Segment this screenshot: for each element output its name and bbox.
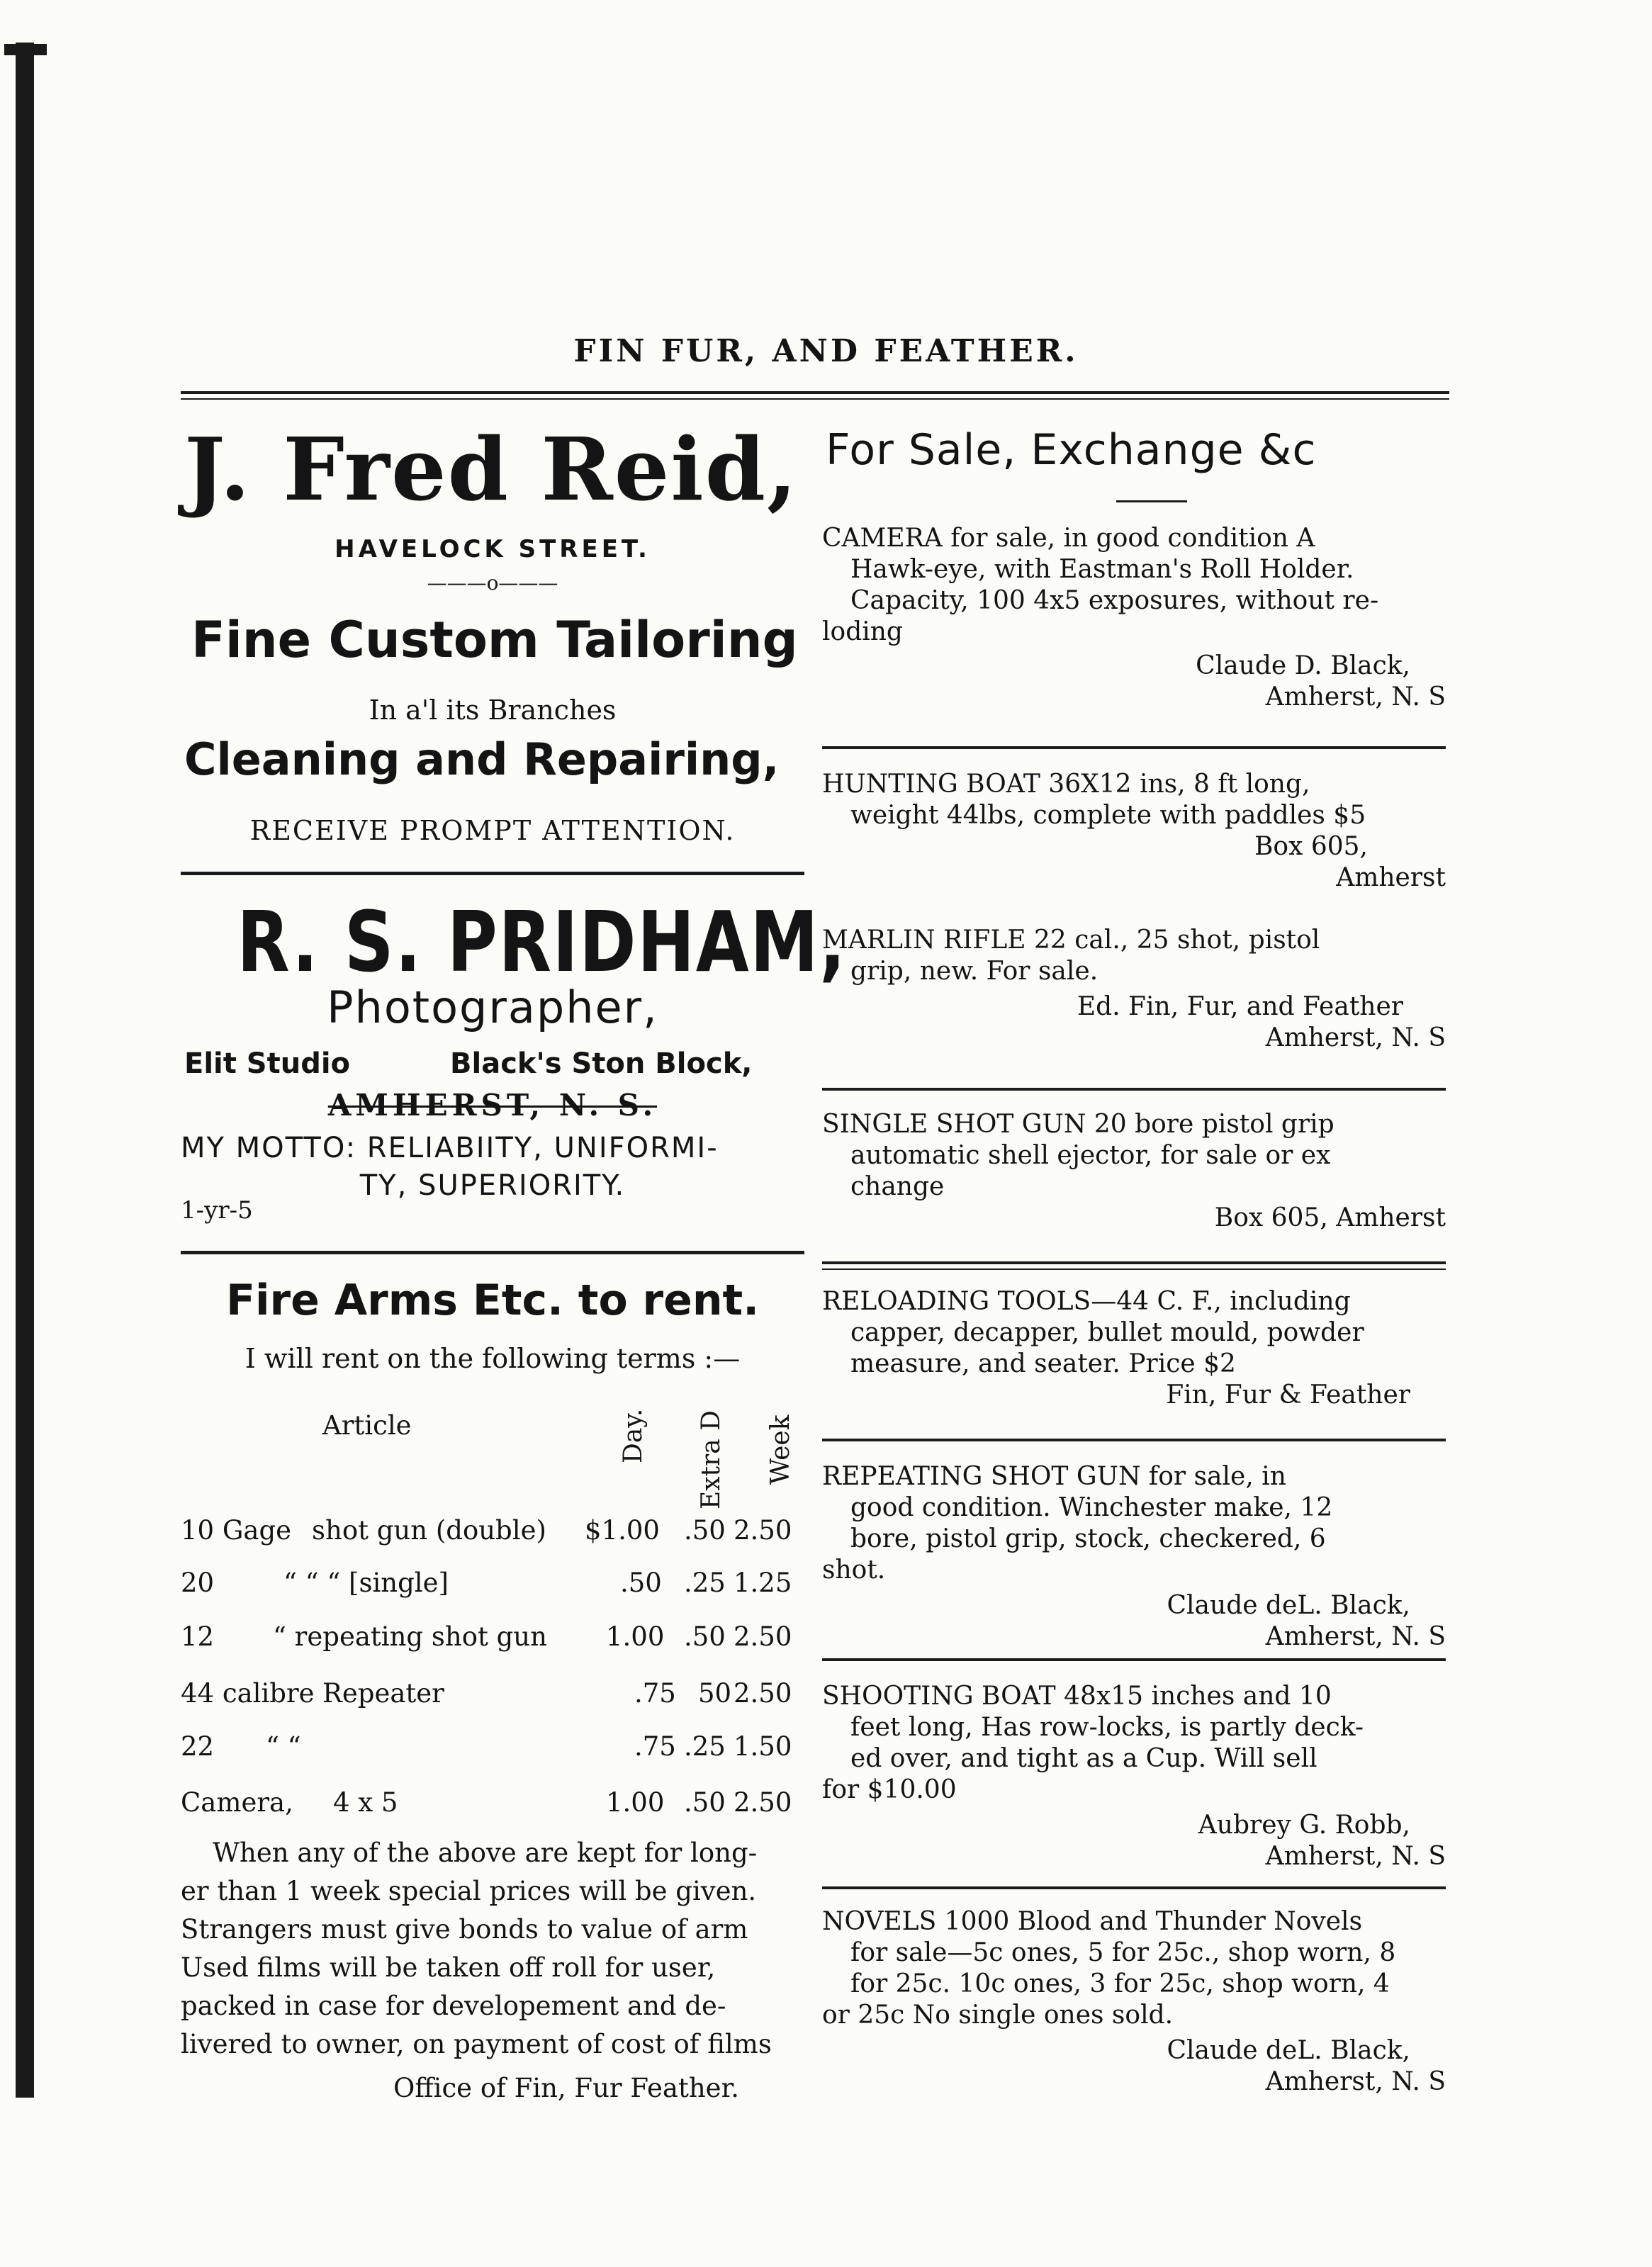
pridham-term: 1-yr-5 [181, 1196, 253, 1225]
row-day-price: $1.00 [585, 1515, 660, 1546]
ad-signature: Amherst, N. S [1265, 1023, 1446, 1052]
ad-signature: Aubrey G. Robb, [1198, 1811, 1410, 1840]
row-week-price: 1.50 [734, 1731, 792, 1762]
ad-line: MARLIN RIFLE 22 cal., 25 shot, pistol [822, 926, 1320, 955]
ad-divider [822, 1886, 1446, 1889]
reid-name: J. Fred Reid, [184, 418, 799, 520]
terms-line: When any of the above are kept for long- [213, 1838, 758, 1868]
row-day-price: 1.00 [606, 1621, 665, 1652]
row-article-item: “ repeating shot gun [273, 1621, 547, 1652]
row-week-price: 2.50 [734, 1515, 792, 1546]
reid-cleaning: Cleaning and Repairing, [184, 733, 780, 785]
row-extra-price: .25 [684, 1731, 726, 1762]
classified-ad-reloading-tools [822, 1286, 1446, 1411]
pridham-motto-line-1: MY MOTTO: RELIABIITY, UNIFORMI- [181, 1132, 719, 1164]
row-week-price: 2.50 [734, 1678, 792, 1709]
row-article-item: “ “ [266, 1731, 301, 1762]
row-week-price: 2.50 [734, 1621, 792, 1652]
ad-divider [822, 1439, 1446, 1441]
terms-line: packed in case for developement and de- [181, 1991, 726, 2021]
reid-separator: ———o——— [427, 571, 558, 595]
ad-divider [822, 1658, 1446, 1661]
row-extra-price: .25 [684, 1568, 726, 1598]
row-article-number: Camera, [181, 1787, 293, 1818]
reid-branches: In a'l its Branches [369, 694, 617, 726]
firearms-intro: I will rent on the following terms :— [245, 1343, 741, 1374]
row-extra-price: .50 [684, 1621, 726, 1652]
row-article-number: 44 calibre [181, 1678, 315, 1709]
ad-line: REPEATING SHOT GUN for sale, in [822, 1462, 1286, 1491]
pridham-name: R. S. PRIDHAM, [237, 893, 847, 991]
pridham-studio: Elit Studio [184, 1047, 351, 1080]
row-article-number: 10 Gage [181, 1515, 292, 1546]
ad-line: measure, and seater. Price $2 [850, 1349, 1236, 1378]
row-week-price: 2.50 [734, 1787, 792, 1818]
classified-ad-shooting-boat [822, 1681, 1446, 1872]
ad-divider-thin [822, 1268, 1446, 1270]
ad-signature: Claude deL. Black, [1167, 2036, 1410, 2065]
ad-line: HUNTING BOAT 36X12 ins, 8 ft long, [822, 770, 1310, 799]
ad-signature: Box 605, [1254, 832, 1368, 861]
ad-line: SHOOTING BOAT 48x15 inches and 10 [822, 1682, 1332, 1711]
row-article-number: 12 [181, 1621, 215, 1652]
terms-line: livered to owner, on payment of cost of films [181, 2029, 772, 2059]
row-extra-price: .50 [684, 1515, 726, 1546]
terms-line: Used films will be taken off roll for user, [181, 1952, 716, 1983]
heading-underline [1116, 500, 1187, 502]
ad-line: good condition. Winchester make, 12 [850, 1493, 1333, 1522]
ad-divider [822, 746, 1446, 749]
firearms-title: Fire Arms Etc. to rent. [225, 1276, 760, 1325]
ad-line: Hawk-eye, with Eastman's Roll Holder. [850, 555, 1354, 584]
pridham-block: Black's Ston Block, [450, 1047, 753, 1080]
ad-line: grip, new. For sale. [850, 957, 1098, 986]
pridham-city: AMHERST, N. S. [327, 1088, 658, 1123]
ad-signature: Box 605, Amherst [1214, 1203, 1446, 1232]
row-article-item: Repeater [322, 1678, 444, 1709]
terms-line: Strangers must give bonds to value of arm [181, 1914, 748, 1945]
ad-line: for 25c. 10c ones, 3 for 25c, shop worn, 4 [850, 1969, 1390, 1998]
row-article-number: 22 [181, 1731, 215, 1762]
ad-line: SINGLE SHOT GUN 20 bore pistol grip [822, 1110, 1334, 1139]
row-week-price: 1.25 [734, 1568, 792, 1598]
ad-line: weight 44lbs, complete with paddles $5 [850, 801, 1366, 830]
column-header-day: Day. [619, 1408, 648, 1463]
firearms-terms-paragraph [181, 1834, 804, 2064]
row-day-price: .75 [634, 1731, 676, 1762]
column-header-week: Week [766, 1414, 795, 1485]
column-header-extra: Extra D [697, 1410, 726, 1509]
ad-signature: Ed. Fin, Fur, and Feather [1077, 992, 1403, 1021]
column-header-article: Article [322, 1410, 412, 1441]
ad-line: for $10.00 [822, 1775, 957, 1804]
row-day-price: 1.00 [606, 1787, 665, 1818]
ad-line: ed over, and tight as a Cup. Will sell [850, 1744, 1317, 1773]
ad-line: or 25c No single ones sold. [822, 2001, 1174, 2030]
reid-tailoring: Fine Custom Tailoring [191, 611, 798, 669]
row-article-item: “ “ “ [single] [283, 1568, 449, 1598]
classified-ad-marlin-rifle [822, 925, 1446, 1054]
terms-line: er than 1 week special prices will be given. [181, 1876, 757, 1906]
pridham-title: Photographer, [327, 981, 658, 1033]
row-day-price: .75 [634, 1678, 676, 1709]
ad-signature: Amherst, N. S [1265, 1842, 1446, 1871]
row-day-price: .50 [620, 1568, 662, 1598]
ad-line: automatic shell ejector, for sale or ex [850, 1141, 1331, 1170]
ad-signature: Claude D. Black, [1196, 651, 1410, 680]
ad-signature: Fin, Fur & Feather [1166, 1380, 1410, 1410]
classified-ad-novels [822, 1906, 1446, 2098]
firearms-office: Office of Fin, Fur Feather. [393, 2073, 739, 2103]
classified-ad-camera [822, 523, 1446, 713]
page-title: FIN FUR, AND FEATHER. [573, 333, 1079, 369]
ad-divider [822, 1088, 1446, 1091]
ad-signature: Amherst, N. S [1265, 2067, 1446, 2096]
reid-street: HAVELOCK STREET. [335, 535, 651, 563]
classifieds-heading: For Sale, Exchange &c [826, 425, 1317, 475]
reid-prompt: RECEIVE PROMPT ATTENTION. [249, 815, 736, 846]
classified-ad-single-shot-gun [822, 1109, 1446, 1234]
row-extra-price: 50 [698, 1678, 732, 1709]
pridham-motto-line-2: TY, SUPERIORITY. [359, 1169, 626, 1202]
ad-line: bore, pistol grip, stock, checkered, 6 [850, 1524, 1326, 1553]
ad-signature: Amherst, N. S [1265, 682, 1446, 711]
right-column [822, 0, 1446, 2267]
ad-signature: Amherst, N. S [1265, 1622, 1446, 1651]
reid-bottom-rule [181, 872, 804, 875]
ad-line: Capacity, 100 4x5 exposures, without re- [850, 586, 1379, 615]
row-extra-price: .50 [684, 1787, 726, 1818]
ad-signature: Claude deL. Black, [1167, 1591, 1410, 1620]
ad-signature: Amherst [1336, 863, 1446, 892]
ad-line: change [850, 1172, 945, 1201]
classified-ad-hunting-boat [822, 769, 1446, 894]
ad-line: shot. [822, 1556, 886, 1585]
ad-line: capper, decapper, bullet mould, powder [850, 1318, 1364, 1347]
pridham-bottom-rule [181, 1251, 804, 1254]
row-article-item: shot gun (double) [312, 1515, 546, 1546]
ad-line: NOVELS 1000 Blood and Thunder Novels [822, 1907, 1363, 1936]
row-article-number: 20 [181, 1568, 215, 1598]
ad-line: feet long, Has row-locks, is partly deck- [850, 1713, 1364, 1742]
row-article-item: 4 x 5 [333, 1787, 398, 1818]
ad-line: RELOADING TOOLS—44 C. F., including [822, 1287, 1351, 1316]
classified-ad-repeating-shot-gun [822, 1461, 1446, 1653]
ad-line: for sale—5c ones, 5 for 25c., shop worn, 8 [850, 1938, 1396, 1967]
ad-line: CAMERA for sale, in good condition A [822, 524, 1315, 553]
ad-divider [822, 1261, 1446, 1264]
ad-line: loding [822, 617, 903, 646]
